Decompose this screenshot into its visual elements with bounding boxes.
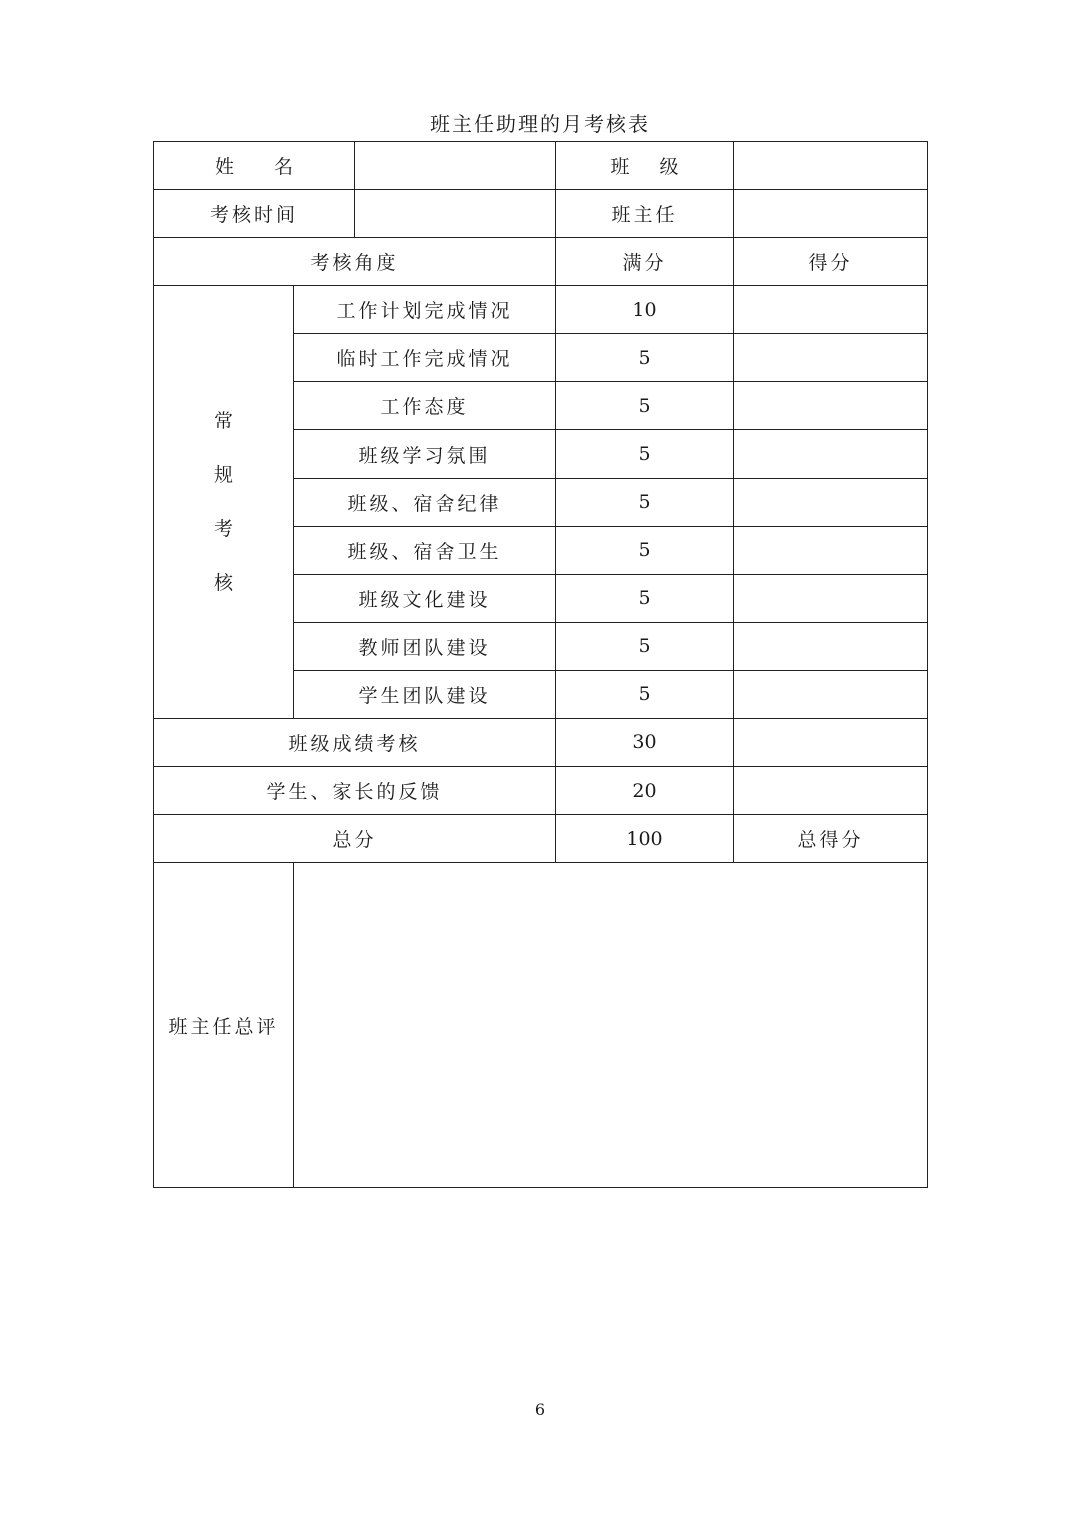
routine-item-full: 5 — [556, 622, 734, 670]
aspect-header: 考核角度 — [154, 238, 556, 286]
comment-value-cell[interactable] — [294, 863, 928, 1188]
routine-item-label: 班级文化建设 — [294, 574, 556, 622]
other-item-label: 学生、家长的反馈 — [154, 767, 556, 815]
routine-item-label: 学生团队建设 — [294, 670, 556, 718]
score-header: 得分 — [734, 238, 928, 286]
routine-item-label: 教师团队建设 — [294, 622, 556, 670]
routine-item-full: 5 — [556, 478, 734, 526]
other-item-full: 30 — [556, 718, 734, 766]
routine-item-full: 5 — [556, 574, 734, 622]
name-value-cell[interactable] — [355, 142, 556, 190]
period-row — [154, 190, 928, 238]
name-row — [154, 142, 928, 190]
name-label: 姓名 — [154, 142, 355, 190]
class-label: 班级 — [556, 142, 734, 190]
comment-row — [154, 863, 928, 1188]
routine-item-score[interactable] — [734, 382, 928, 430]
routine-item-full: 10 — [556, 286, 734, 334]
other-item-score[interactable] — [734, 767, 928, 815]
routine-item-score[interactable] — [734, 478, 928, 526]
routine-item-full: 5 — [556, 334, 734, 382]
routine-item-label: 班级、宿舍纪律 — [294, 478, 556, 526]
other-item-score[interactable] — [734, 718, 928, 766]
total-score-label: 总得分 — [734, 815, 928, 863]
routine-row — [154, 286, 928, 334]
routine-item-score[interactable] — [734, 670, 928, 718]
period-value-cell[interactable] — [355, 190, 556, 238]
total-label: 总分 — [154, 815, 556, 863]
routine-label-char: 规 — [213, 464, 233, 487]
period-label: 考核时间 — [154, 190, 355, 238]
routine-item-score[interactable] — [734, 334, 928, 382]
page-number: 6 — [534, 1400, 546, 1419]
teacher-label: 班主任 — [556, 190, 734, 238]
routine-item-label: 工作态度 — [294, 382, 556, 430]
routine-label — [154, 286, 294, 719]
routine-item-label: 班级、宿舍卫生 — [294, 526, 556, 574]
routine-item-score[interactable] — [734, 430, 928, 478]
routine-item-full: 5 — [556, 430, 734, 478]
routine-item-full: 5 — [556, 670, 734, 718]
feedback-row — [154, 767, 928, 815]
routine-item-score[interactable] — [734, 574, 928, 622]
column-header-row — [154, 238, 928, 286]
other-item-full: 20 — [556, 767, 734, 815]
routine-item-score[interactable] — [734, 526, 928, 574]
routine-item-full: 5 — [556, 526, 734, 574]
routine-item-label: 临时工作完成情况 — [294, 334, 556, 382]
grade-row — [154, 718, 928, 766]
full-score-header: 满分 — [556, 238, 734, 286]
teacher-value-cell[interactable] — [734, 190, 928, 238]
routine-item-full: 5 — [556, 382, 734, 430]
form-title: 班主任助理的月考核表 — [430, 112, 650, 136]
assessment-table — [153, 141, 928, 1188]
routine-item-label: 班级学习氛围 — [294, 430, 556, 478]
total-row — [154, 815, 928, 863]
routine-label-char: 考 — [213, 518, 233, 541]
comment-label: 班主任总评 — [154, 863, 294, 1188]
routine-label-char: 常 — [213, 410, 233, 433]
other-item-label: 班级成绩考核 — [154, 718, 556, 766]
routine-label-char: 核 — [213, 572, 233, 595]
class-value-cell[interactable] — [734, 142, 928, 190]
routine-item-label: 工作计划完成情况 — [294, 286, 556, 334]
routine-item-score[interactable] — [734, 286, 928, 334]
routine-item-score[interactable] — [734, 622, 928, 670]
total-full: 100 — [556, 815, 734, 863]
